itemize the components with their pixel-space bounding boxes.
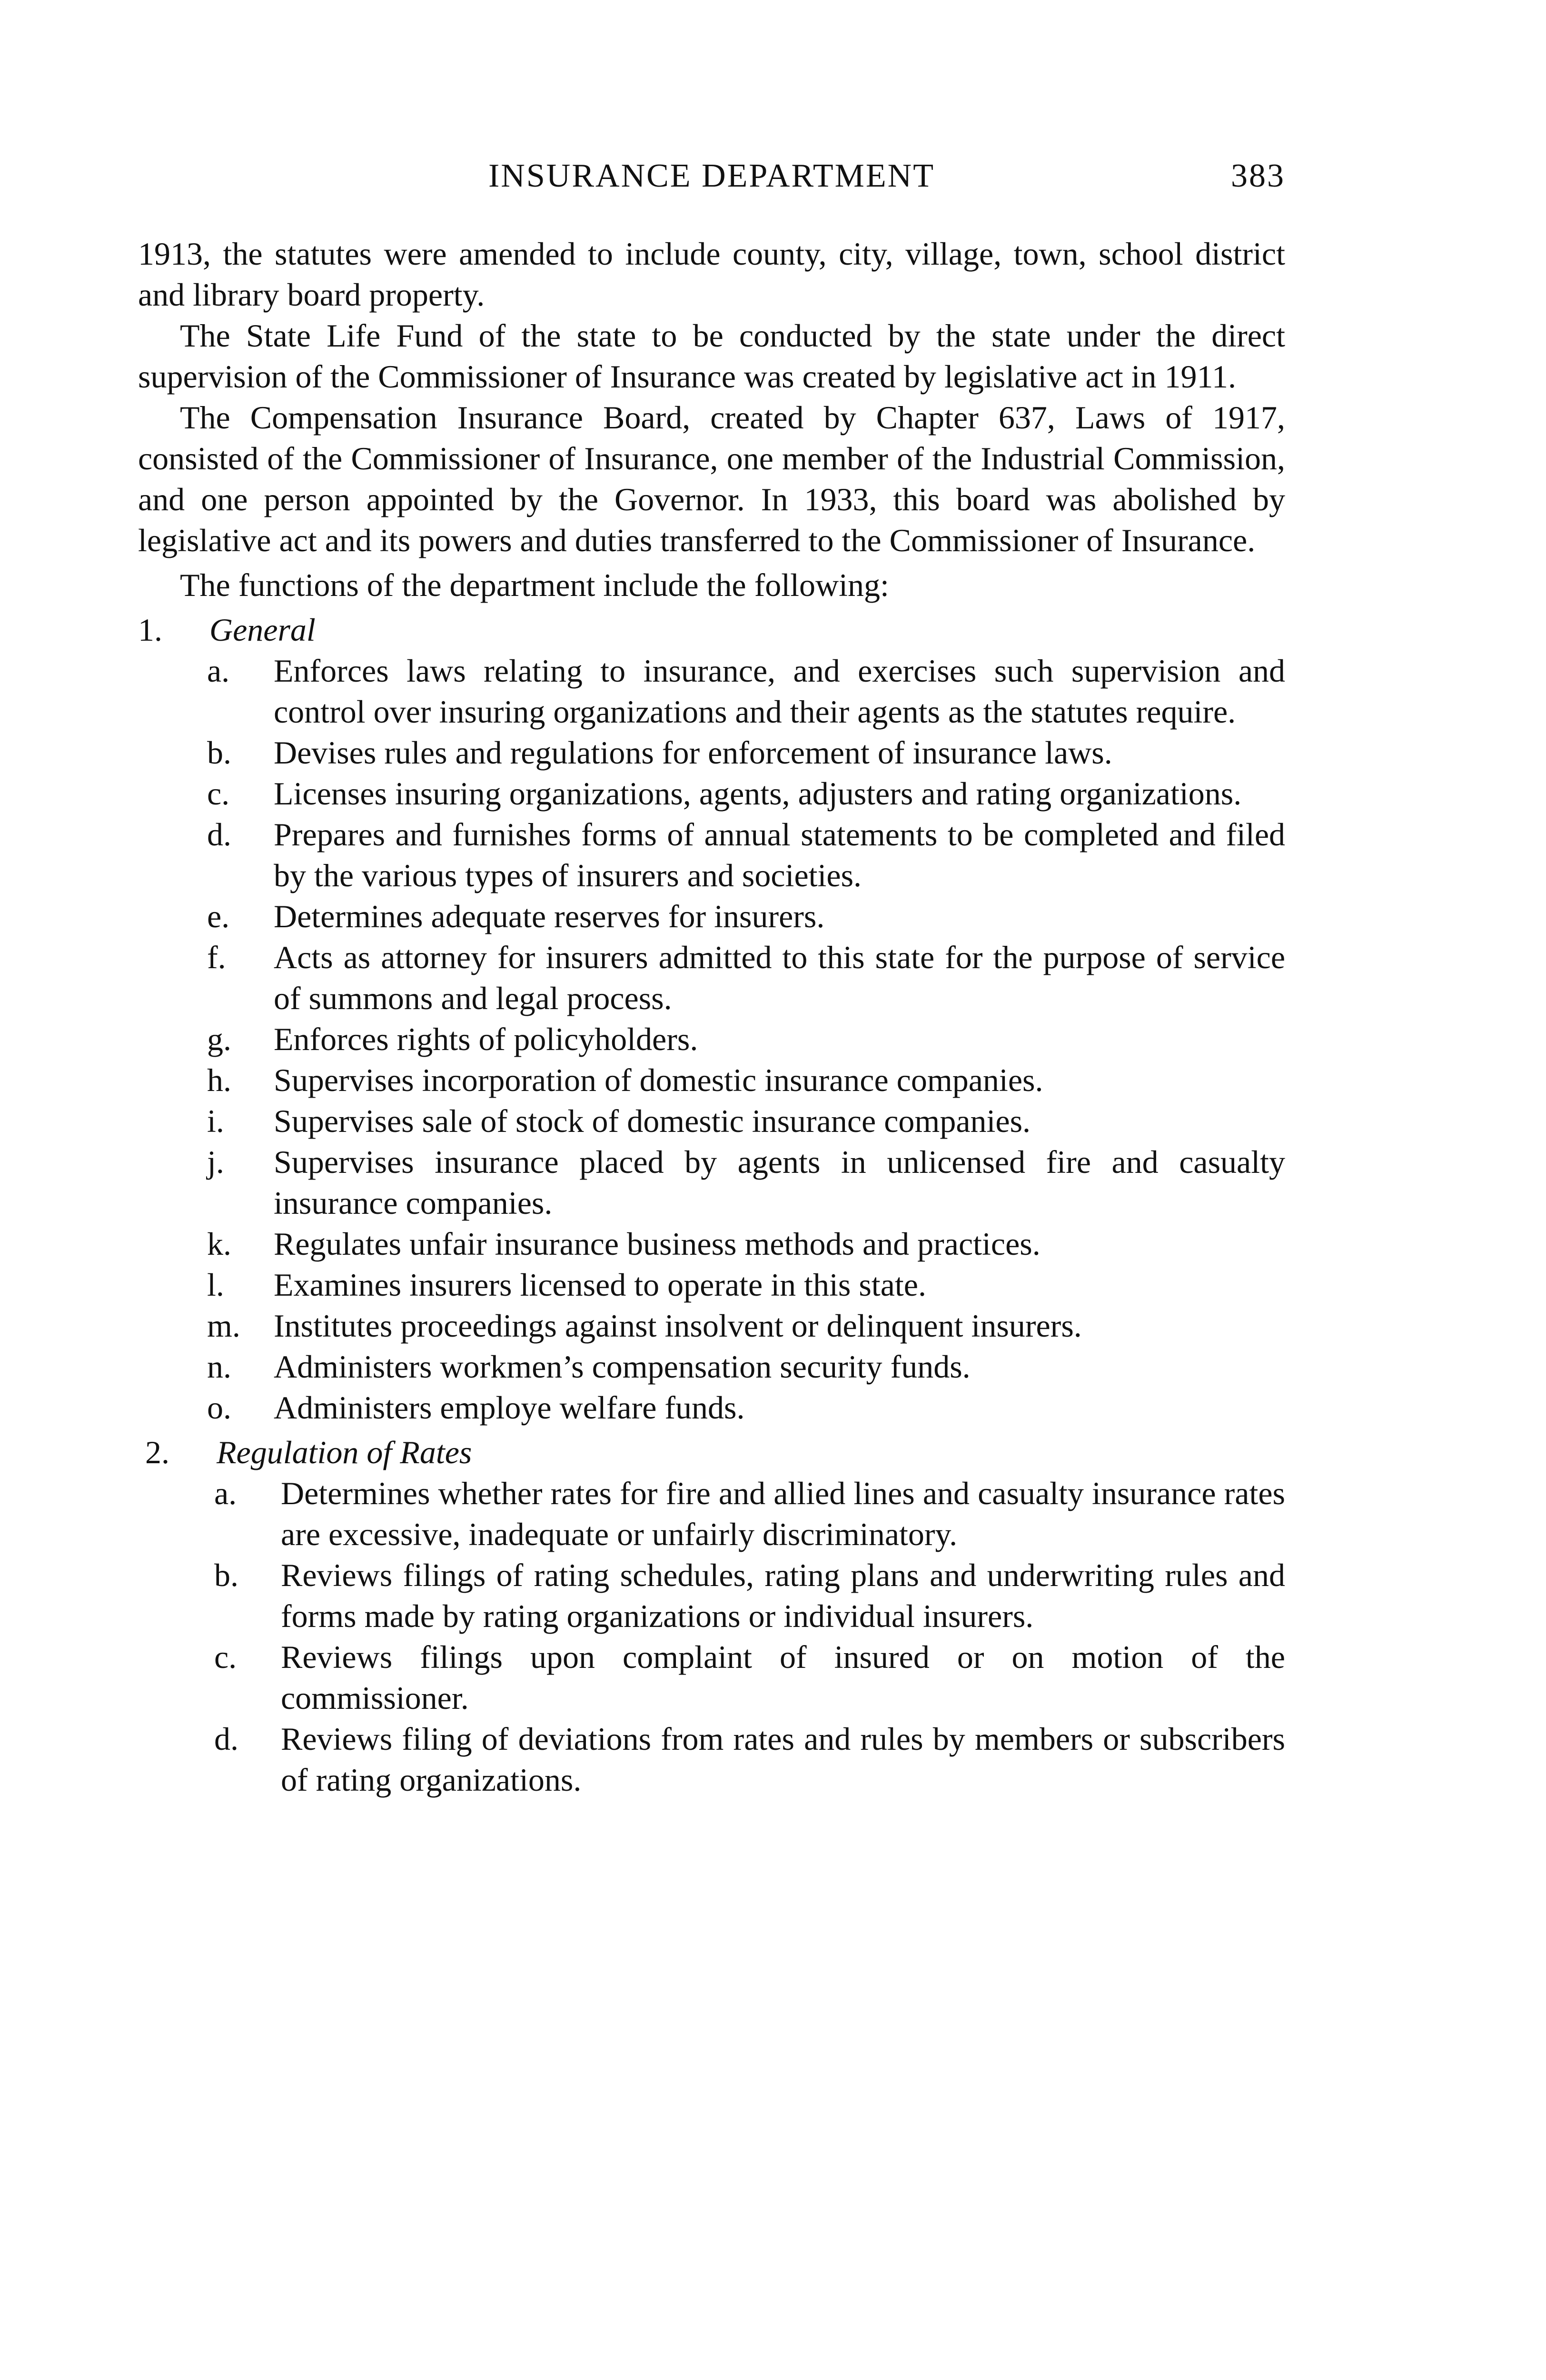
list-item-text: Enforces rights of policyholders. — [274, 1021, 698, 1057]
list-item-letter: a. — [214, 1475, 237, 1511]
list-item — [138, 1305, 1285, 1346]
list-item — [138, 732, 1285, 773]
list-item-letter: j. — [207, 1144, 224, 1180]
paragraph: The State Life Fund of the state to be conducted by the state under the direct supervision of the Commissioner of Insurance was created by legislative act in 1911. — [138, 317, 1285, 395]
list-item — [138, 1636, 1285, 1718]
body-text — [138, 233, 1285, 1800]
list-item — [138, 1101, 1285, 1141]
page-number: 383 — [1231, 158, 1285, 194]
list-item-text: Regulates unfair insurance business methods and practices. — [274, 1226, 1041, 1262]
section-title: Regulation of Rates — [217, 1434, 472, 1470]
list-item — [138, 1555, 1285, 1636]
list-item-text: Acts as attorney for insurers admitted to this state for the purpose of service of summons and legal process. — [274, 939, 1285, 1016]
paragraph: The functions of the department include the following: — [180, 567, 889, 603]
list-item-text: Administers workmen’s compensation security funds. — [274, 1349, 971, 1385]
list-item — [138, 937, 1285, 1019]
list-item-letter: o. — [207, 1389, 231, 1426]
list-item-letter: c. — [214, 1639, 237, 1675]
section-heading — [138, 1432, 1285, 1473]
list-item-letter: c. — [207, 775, 230, 812]
section-number: 1. — [138, 612, 162, 648]
list-item-text: Supervises sale of stock of domestic insurance companies. — [274, 1103, 1031, 1139]
list-item-text: Devises rules and regulations for enforcement of insurance laws. — [274, 734, 1112, 771]
list-item-text: Reviews filing of deviations from rates and rules by members or subscribers of rating organizations. — [281, 1721, 1285, 1798]
list-item-text: Enforces laws relating to insurance, and exercises such supervision and control over insuring organizations and their agents as the statutes require. — [274, 653, 1285, 730]
list-item-letter: m. — [207, 1308, 240, 1344]
list-item-letter: d. — [207, 816, 231, 853]
list-item-letter: b. — [207, 734, 231, 771]
section-heading — [138, 609, 1285, 650]
list-item — [138, 1141, 1285, 1223]
list-item-letter: l. — [207, 1267, 224, 1303]
list-item — [138, 1387, 1285, 1428]
list-item — [138, 1060, 1285, 1101]
list-item — [138, 1223, 1285, 1264]
list-item-text: Supervises incorporation of domestic insurance companies. — [274, 1062, 1043, 1098]
list-item — [138, 1264, 1285, 1305]
list-item-text: Supervises insurance placed by agents in unlicensed fire and casualty insurance companies. — [274, 1144, 1285, 1221]
list-item — [138, 773, 1285, 814]
list-item — [138, 1718, 1285, 1800]
list-item-text: Reviews filings upon complaint of insured or on motion of the commissioner. — [281, 1639, 1285, 1716]
list-item — [138, 814, 1285, 896]
list-item — [138, 1346, 1285, 1387]
list-item-letter: k. — [207, 1226, 231, 1262]
paragraph: The Compensation Insurance Board, created by Chapter 637, Laws of 1917, consisted of the Commissioner of Insurance, one member of the Industrial Commission, and one person appointed by the Governor. In 1933, this board was abolished by legislative act and its powers and duties transferred to the Commissioner of Insurance. — [138, 399, 1285, 558]
list-item — [138, 1473, 1285, 1555]
list-item — [138, 1019, 1285, 1060]
list-item-letter: n. — [207, 1349, 231, 1385]
running-header — [138, 157, 1285, 200]
list-item-letter: e. — [207, 898, 230, 934]
list-item — [138, 650, 1285, 732]
document-page — [138, 157, 1285, 1800]
list-item-text: Prepares and furnishes forms of annual statements to be completed and filed by the various types of insurers and societies. — [274, 816, 1285, 893]
list-item-text: Reviews filings of rating schedules, rating plans and underwriting rules and forms made by rating organizations or individual insurers. — [281, 1557, 1285, 1634]
running-header-title: INSURANCE DEPARTMENT — [488, 158, 935, 194]
list-item-letter: b. — [214, 1557, 238, 1593]
paragraph: 1913, the statutes were amended to include county, city, village, town, school district and library board property. — [138, 236, 1285, 313]
list-item-text: Determines adequate reserves for insurers. — [274, 898, 825, 934]
section-number: 2. — [145, 1434, 169, 1470]
list-item-letter: g. — [207, 1021, 231, 1057]
section-title: General — [209, 612, 316, 648]
list-item — [138, 896, 1285, 937]
list-item-letter: d. — [214, 1721, 238, 1757]
list-item-letter: h. — [207, 1062, 231, 1098]
list-item-text: Licenses insuring organizations, agents, adjusters and rating organizations. — [274, 775, 1242, 812]
list-item-text: Examines insurers licensed to operate in this state. — [274, 1267, 926, 1303]
list-item-text: Determines whether rates for fire and allied lines and casualty insurance rates are excessive, inadequate or unfairly discriminatory. — [281, 1475, 1285, 1552]
list-item-text: Institutes proceedings against insolvent or delinquent insurers. — [274, 1308, 1082, 1344]
list-item-letter: f. — [207, 939, 226, 975]
list-item-letter: i. — [207, 1103, 224, 1139]
list-item-letter: a. — [207, 653, 230, 689]
list-item-text: Administers employe welfare funds. — [274, 1389, 745, 1426]
